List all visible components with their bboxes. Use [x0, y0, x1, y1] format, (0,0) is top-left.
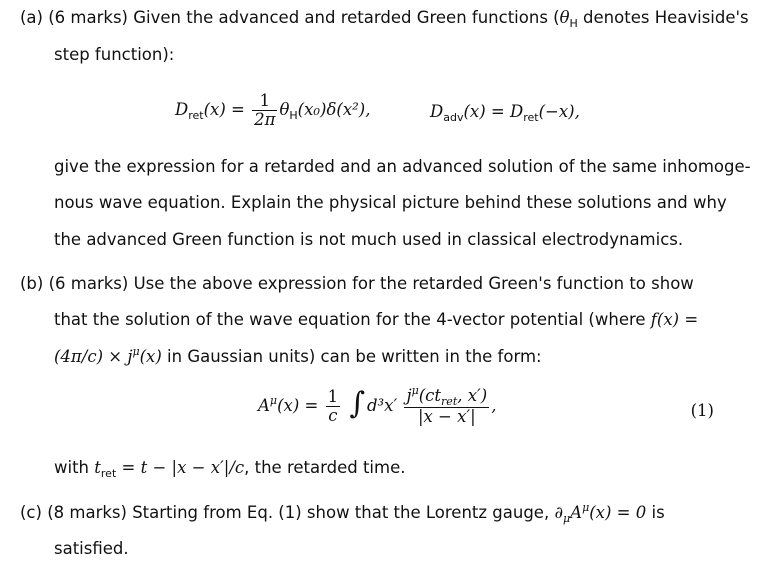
- eq-rhs-rest: (x₀)δ(x²),: [297, 100, 371, 119]
- frac2-j: j: [406, 386, 412, 405]
- equation-number-1: (1): [690, 401, 714, 420]
- part-c-partial: ∂: [554, 503, 563, 522]
- frac1-den: c: [328, 406, 338, 425]
- equation-green-functions: [175, 92, 370, 132]
- frac2-ct: (ct: [418, 386, 442, 405]
- eq-dadv-end: (−x),: [538, 102, 580, 121]
- eq1-A-sup: μ: [269, 394, 278, 407]
- eq1-comma: ,: [491, 396, 497, 415]
- eq1-frac-1-over-c: [326, 388, 341, 425]
- eq-dadv-symbol: D: [430, 102, 444, 121]
- part-b-label: (b): [20, 274, 44, 293]
- part-a-line-2: step function):: [54, 45, 175, 64]
- part-c-text: Starting from Eq. (1) show that the Lorentz gauge,: [132, 503, 555, 522]
- eq-theta-sub: H: [289, 109, 298, 122]
- part-b-math-fx: f(x) =: [650, 310, 699, 329]
- eq-frac-1-over-2pi: [252, 92, 277, 129]
- part-b-marks: (6 marks): [48, 274, 129, 293]
- part-c-is: is: [646, 503, 665, 522]
- eq1-measure: d³x′: [366, 396, 398, 415]
- part-c-partial-sub: μ: [563, 512, 571, 525]
- eq-dadv-mid: (x) = D: [463, 102, 524, 121]
- with-ret: ret: [100, 467, 117, 480]
- part-a-body-1: give the expression for a retarded and an advanced solution of the same inhomoge-: [54, 157, 751, 176]
- with-end: , the retarded time.: [244, 458, 406, 477]
- part-c-math-end: (x) = 0: [589, 503, 647, 522]
- eq1-A: A: [258, 396, 270, 415]
- frac2-ret: ret: [441, 395, 458, 408]
- part-c-line-2: satisfied.: [54, 539, 129, 558]
- part-b-line-2: [54, 310, 698, 330]
- theta-symbol: θ: [559, 8, 570, 27]
- frac2-num: [404, 384, 489, 408]
- with-math: = t − |x − x′|/c: [116, 458, 245, 477]
- part-b-math-mu: μ: [132, 345, 140, 358]
- part-a-marks: (6 marks): [48, 8, 128, 27]
- eq-dret-arg: (x) =: [203, 100, 245, 119]
- theta-sub: H: [569, 17, 578, 30]
- eq-dadv-sub2: ret: [523, 111, 539, 124]
- frac2-xprime: , x′): [457, 386, 488, 405]
- frac2-den: |x − x′|: [417, 407, 476, 426]
- frac1-num: 1: [327, 387, 339, 406]
- eq-theta: θ: [279, 100, 290, 119]
- part-c-line-1: [20, 503, 665, 525]
- part-a-intro-2: denotes Heaviside's: [577, 8, 749, 27]
- part-b-line-3: [54, 347, 542, 369]
- eq-dret-sub: ret: [188, 109, 204, 122]
- equation-dadv: [430, 102, 580, 124]
- part-b-with-line: [54, 458, 405, 480]
- eq1-lhs-rest: (x) =: [277, 396, 319, 415]
- frac2-mu: μ: [411, 384, 419, 397]
- with-text: with: [54, 458, 95, 477]
- part-c-label: (c): [20, 503, 42, 522]
- frac-num: 1: [252, 92, 277, 111]
- eq-dret-symbol: D: [175, 100, 189, 119]
- part-c-A-sup: μ: [582, 501, 590, 514]
- part-b-text-1: Use the above expression for the retarded Green's function to show: [133, 274, 694, 293]
- eq1-frac-current: [404, 384, 489, 426]
- with-t: t: [94, 458, 101, 477]
- part-a-body-3: the advanced Green function is not much used in classical electrodynamics.: [54, 230, 684, 249]
- part-b-text-3: in Gaussian units) can be written in the form:: [161, 347, 542, 366]
- part-a-body-2: nous wave equation. Explain the physical picture behind these solutions and why: [54, 193, 727, 212]
- part-b-text-2: that the solution of the wave equation for the 4-vector potential (where: [54, 310, 651, 329]
- equation-1: [258, 384, 497, 433]
- part-a-line-1: [20, 8, 749, 30]
- part-c-marks: (8 marks): [47, 503, 127, 522]
- part-a-label: (a): [20, 8, 43, 27]
- part-b-math-4pi: (4π/c) × j: [54, 347, 133, 366]
- part-c-A: A: [570, 503, 583, 522]
- eq-dadv-sub: adv: [443, 111, 464, 124]
- part-b-math-x: (x): [139, 347, 162, 366]
- part-a-intro: Given the advanced and retarded Green functions (: [133, 8, 560, 27]
- part-b-line-1: [20, 274, 694, 294]
- integral-sign: ∫: [349, 386, 365, 421]
- frac-den: 2π: [254, 110, 276, 129]
